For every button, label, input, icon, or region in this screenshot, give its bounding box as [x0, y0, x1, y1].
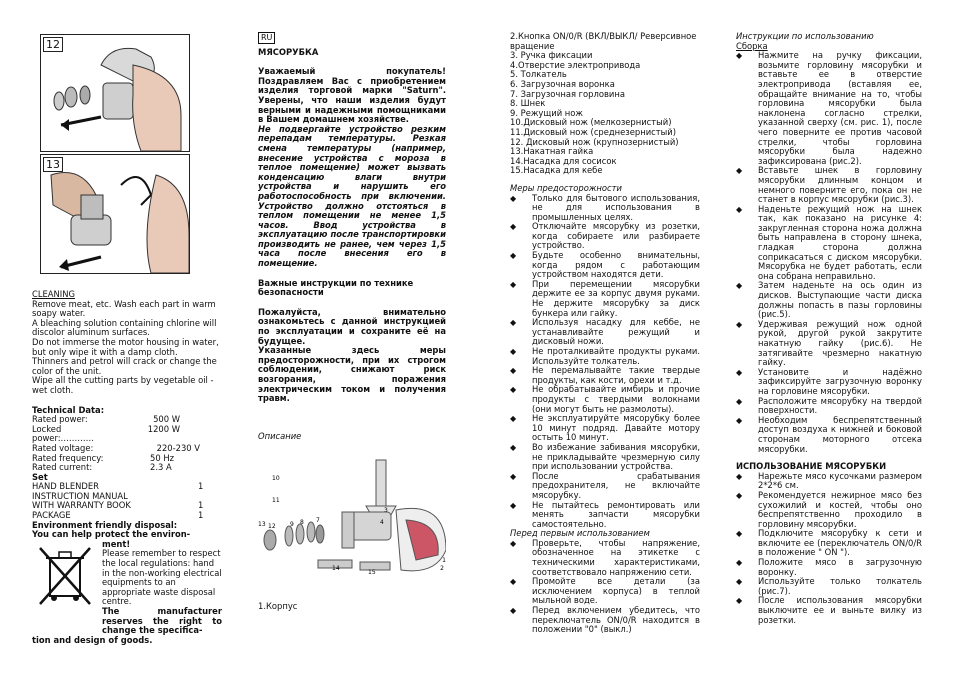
cleaning-line: Do not immerse the motor housing in water, but only wipe it with a damp cloth.: [32, 336, 219, 357]
part-number: 2: [440, 565, 444, 572]
figure-12: [40, 34, 190, 152]
cleaning-line: A bleaching solution containing chlorine will discolor aluminum surfaces.: [32, 317, 217, 338]
part-number: 11: [272, 497, 280, 504]
first-use-list: [510, 539, 700, 635]
list-item: ◆ Не эксплуатируйте мясорубку более 10 минут подряд. Давайте мотору остыть 10 минут.: [510, 414, 700, 443]
part-number: 13: [258, 521, 266, 528]
part-item: 2.Кнопка ON/0/R (ВКЛ/ВЫКЛ/ Реверсивное вращение: [510, 31, 697, 51]
read-notice: Пожалуйста, внимательно ознакомьтесь с данной инструкцией по эксплуатации и сохраните её на будущее.: [258, 306, 446, 346]
part-item: 15.Насадка для кебе: [510, 165, 603, 176]
part-item: 11.Дисковый нож (среднезернистый): [510, 126, 676, 137]
list-item: ◆ Проверьте, чтобы напряжение, обозначенное на этикетке с техническими характеристиками, соответствовало напряжению сети.: [510, 539, 700, 577]
first-use-title: Перед первым использованием: [510, 528, 650, 539]
part-item: 7. Загрузочная горловина: [510, 88, 625, 99]
assembly-title: Сборка: [736, 40, 768, 51]
list-item: ◆ Не проталкивайте продукты руками. Используйте толкатель.: [510, 347, 700, 366]
crossed-bin-icon: [32, 544, 98, 610]
list-item: ◆ Не перемалывайте такие твердые продукты, как кости, орехи и т.д.: [510, 366, 700, 385]
env-block: [32, 540, 222, 636]
part-number: 9: [290, 521, 294, 528]
list-item: ◆ Будьте особенно внимательны, когда рядом с работающим устройством находятся дети.: [510, 251, 700, 280]
safety-title: Важные инструкции по технике безопасности: [258, 277, 414, 298]
list-item: ◆ Во избежание забивания мясорубки, не прикладывайте чрезмерную силу при использовании устройства.: [510, 443, 700, 472]
title: МЯСОРУБКА: [258, 46, 319, 57]
precautions-list: [510, 194, 700, 530]
list-item: ◆ Только для бытового использования, не для использования в промышленных целях.: [510, 194, 700, 223]
part-number: 15: [368, 569, 376, 576]
list-item: ◆ После срабатывания предохранителя, не включайте мясорубку.: [510, 472, 700, 501]
column-russian-intro: [258, 32, 446, 441]
list-item: ◆ Вставьте шнек в горловину мясорубки длинным концом и немного поверните его, пока он не станет в корпус мясорубки (рис.3).: [736, 166, 922, 204]
part-item: 10.Дисковый нож (мелкозернистый): [510, 117, 672, 128]
env-line: You can help protect the environ-: [32, 529, 191, 540]
list-item: ◆ Используйте только толкатель (рис.7).: [736, 577, 922, 596]
env-line: ment!: [102, 538, 131, 549]
cleaning-line: Remove meat, etc. Wash each part in warm soapy water.: [32, 298, 216, 319]
grinder-nut-illustration: [41, 155, 189, 273]
set-row: INSTRUCTION MANUAL: [32, 490, 128, 501]
list-item: ◆ Положите мясо в загрузочную воронку.: [736, 558, 922, 577]
env-text: Please remember to respect the local regulations: hand in the non-working electrical equipments to an appropriate waste disposal centre.: [102, 548, 222, 607]
cleaning-title: CLEANING: [32, 289, 76, 299]
description-title: Описание: [258, 430, 302, 441]
assembly-list: [736, 51, 922, 454]
cleaning-line: Thinners and petrol will crack or change the color of the unit.: [32, 356, 217, 376]
greeting: Уважаемый покупатель! Поздравляем Вас с приобретением изделия торговой марки "Saturn". Уверены, что наши изделия будут верными и надежными помощниками в Вашем домашнем хозяйстве.: [258, 66, 446, 125]
list-item: ◆ Необходим беспрепятственный доступ воздуха к нижней и боковой сторонам моторного отсека мясорубки.: [736, 416, 922, 454]
spec-row: Rated voltage: 220-230 V: [32, 442, 200, 453]
env-line: The manufacturer reserves the right to change the specifica-: [102, 606, 222, 636]
list-item: ◆ Установите и надёжно зафиксируйте загрузочную воронку на горловине мясорубки.: [736, 368, 922, 397]
part-number: 10: [272, 475, 280, 482]
parts-diagram: [256, 450, 446, 585]
list-item: ◆ Удерживая режущий нож одной рукой, другой рукой закрутите накатную гайку (рис.6). Не затягивайте чрезмерно накатную гайку.: [736, 320, 922, 368]
figure-12-label: 12: [43, 37, 63, 52]
list-item: ◆ Рекомендуется нежирное мясо без сухожилий и костей, чтобы оно беспрепятственно проходило в горловину мясорубки.: [736, 491, 922, 529]
part-number: 7: [316, 517, 320, 524]
part-item: 4.Отверстие электропривода: [510, 59, 641, 70]
temperature-warning: Не подвергайте устройство резким перепадам температуры. Резкая смена температуры (например, внесение устройства с мороза в теплое помещение) может вызвать конденсацию влаги внутри устройства и нарушить его работоспособность при включении. Устройство должно отстояться в теплом помещении не менее 1,5 часов. Ввод устройства в эксплуатацию после транспортировки производить не ранее, чем через 1,5 часа после внесения его в помещение.: [258, 123, 446, 269]
usage-header: Инструкции по использованию: [736, 31, 874, 41]
part-number: 1: [442, 557, 446, 564]
set-row: PACKAGE 1: [32, 510, 204, 521]
list-item: ◆ Не обрабатывайте имбирь и прочие продукты с твердыми волокнами (они могут быть не размолоты).: [510, 385, 700, 414]
set-row: HAND BLENDER 1: [32, 481, 204, 492]
ru-badge: RU: [258, 32, 275, 44]
part-item: 9. Режущий нож: [510, 107, 583, 118]
list-item: ◆ Нарежьте мясо кусочками размером 2*2*6 см.: [736, 472, 922, 491]
part-item: 12. Дисковый нож (крупнозернистый): [510, 136, 679, 147]
list-item: ◆ Наденьте режущий нож на шнек так, как показано на рисунке 4: закругленная сторона ножа должна быть направлена в сторону шнека, гладкая сторона должна соприкасаться с диском мясорубки. Мясорубка не будет работать, если она собрана неправильно.: [736, 205, 922, 282]
set-row: WITH WARRANTY BOOK 1: [32, 500, 204, 511]
usage-title: ИСПОЛЬЗОВАНИЕ МЯСОРУБКИ: [736, 461, 887, 472]
part-number: 14: [332, 565, 340, 572]
usage-list: [736, 472, 922, 626]
figure-13: [40, 154, 190, 274]
column-parts-precautions: [510, 32, 700, 635]
list-item: ◆ Отключайте мясорубку из розетки, когда собираете или разбираете устройство.: [510, 222, 700, 251]
grinder-disassembly-illustration: [41, 35, 189, 151]
part-1-label: 1.Корпус: [258, 601, 298, 611]
list-item: ◆ Используя насадку для кеббе, не устанавливайте режущий и дисковый ножи.: [510, 318, 700, 347]
set-title: Set: [32, 471, 48, 482]
spec-row: Rated current: 2.3 A: [32, 462, 172, 473]
precautions-note: Указанные здесь меры предосторожности, при их строгом соблюдении, снижают риск возгорания, поражения электрическим током и получения травм.: [258, 345, 446, 404]
figure-13-label: 13: [43, 157, 63, 172]
env-line: tion and design of goods.: [32, 634, 153, 645]
part-item: 3. Ручка фиксации: [510, 50, 593, 61]
column-english: [32, 290, 222, 645]
list-item: ◆ Подключите мясорубку к сети и включите ее (переключатель ON/0/R в положение " ON ").: [736, 529, 922, 558]
part-number: 12: [268, 523, 276, 530]
part-item: 5. Толкатель: [510, 69, 567, 80]
part-item: 8. Шнек: [510, 98, 546, 109]
column-usage: [736, 32, 922, 625]
list-item: ◆ После использования мясорубки выключите ее и выньте вилку из розетки.: [736, 596, 922, 625]
precautions-title: Меры предосторожности: [510, 182, 622, 193]
spec-row: Locked power:………… 1200 W: [32, 423, 180, 444]
part-number: 8: [300, 519, 304, 526]
spec-row: Rated frequency: 50 Hz: [32, 452, 175, 463]
part-item: 13.Накатная гайка: [510, 146, 594, 157]
tech-data-title: Technical Data:: [32, 404, 105, 415]
list-item: ◆ Нажмите на ручку фиксации, возьмите горловину мясорубки и вставьте ее в отверстие электропривода (вставляя ее, обращайте внимание на то, чтобы горловина мясорубки была наклонена согласно стрелки, указанной сверху (см. рис. 1), после чего поверните ее против часовой стрелки, чтобы горловина мясорубки была надежно зафиксирована (рис.2).: [736, 51, 922, 166]
part-number: 4: [380, 519, 384, 526]
list-item: ◆ Расположите мясорубку на твердой поверхности.: [736, 397, 922, 416]
spec-row: Rated power: 500 W: [32, 414, 180, 425]
part-number: 3: [384, 507, 388, 514]
list-item: ◆ Затем наденьте на ось один из дисков. Выступающие части диска должны попасть в пазы горловины (рис.5).: [736, 281, 922, 319]
part-item: 6. Загрузочная воронка: [510, 78, 615, 89]
list-item: ◆ Промойте все детали (за исключением корпуса) в теплой мыльной воде.: [510, 577, 700, 606]
list-item: ◆ Перед включением убедитесь, что переключатель ON/0/R находится в положении "0" (выкл.): [510, 606, 700, 635]
env-title: Environment friendly disposal:: [32, 519, 178, 530]
list-item: ◆ Не пытайтесь ремонтировать или менять запчасти мясорубки самостоятельно.: [510, 501, 700, 530]
cleaning-line: Wipe all the cutting parts by vegetable oil -wet cloth.: [32, 375, 214, 395]
list-item: ◆ При перемещении мясорубки держите ее за корпус двумя руками. Не держите мясорубку за диск бункера или гайку.: [510, 280, 700, 318]
part-item: 14.Насадка для сосисок: [510, 155, 617, 166]
